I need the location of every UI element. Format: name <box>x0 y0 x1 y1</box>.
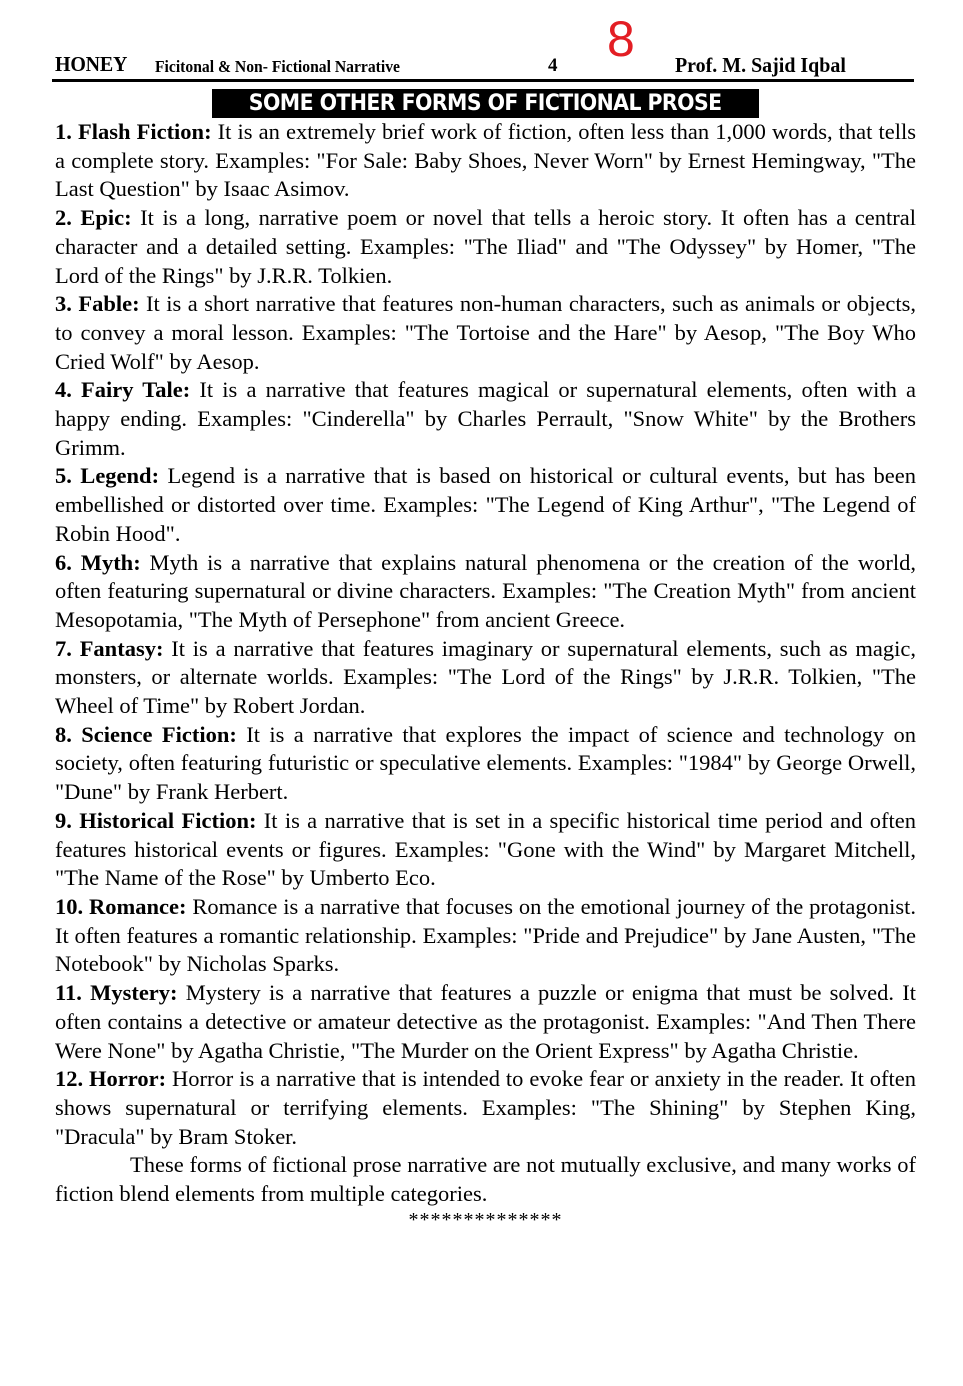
entry-term: 8. Science Fiction: <box>55 721 237 747</box>
entry-term: 4. Fairy Tale: <box>55 377 191 403</box>
entry-fairy-tale <box>55 376 916 462</box>
header-author: Prof. M. Sajid Iqbal <box>675 53 846 77</box>
entry-term: 10. Romance: <box>55 893 187 919</box>
entry-text: It is a short narrative that features non-human characters, such as animals or objects, to convey a moral lesson. Examples: "The Tortoise and the Hare" by Aesop, "The Boy Who Cried Wolf" by Aesop. <box>55 291 916 374</box>
entry-text: It is a narrative that is set in a specific historical time period and often features historical events or figures. Examples: "Gone with the Wind" by Margaret Mitchell, "The Name of the Rose" by Umberto Eco. <box>55 807 916 891</box>
section-separator: ************** <box>408 1208 563 1231</box>
entry-text: It is an extremely brief work of fiction, often less than 1,000 words, that tells a complete story. Examples: "For Sale: Baby Shoes, Never Worn" by Ernest Hemingway, "The Last Question" by Isaac Asimov. <box>55 119 916 202</box>
header-subtitle: Ficitonal & Non- Fictional Narrative <box>155 57 400 76</box>
entry-text: It is a long, narrative poem or novel that tells a heroic story. It often has a central character and a detailed setting. Examples: "The Iliad" and "The Odyssey" by Homer, "The Lord of the Rings" by J.R.R. Tolkien. <box>55 205 916 288</box>
entry-term: 6. Myth: <box>55 549 141 575</box>
entry-text: It is a narrative that features imaginary or supernatural elements, such as magic, monsters, or alternate worlds. Examples: "The Lord of the Rings" by J.R.R. Tolkien, "The Wheel of Time" by Robert Jordan. <box>55 635 916 719</box>
entry-term: 11. Mystery: <box>55 980 178 1006</box>
entry-myth <box>55 549 916 635</box>
entry-flash-fiction <box>55 118 916 204</box>
section-title <box>212 89 759 118</box>
entry-term: 12. Horror: <box>55 1066 167 1092</box>
header-page-number: 4 <box>548 55 558 76</box>
entry-text: Legend is a narrative that is based on historical or cultural events, but has been embellished or distorted over time. Examples: "The Legend of King Arthur", "The Legend of Robin Hood". <box>55 463 916 546</box>
entry-term: 1. Flash Fiction: <box>55 119 212 144</box>
entry-epic <box>55 204 916 290</box>
entry-term: 5. Legend: <box>55 463 160 489</box>
entry-text: Romance is a narrative that focuses on the emotional journey of the protagonist. It often features a romantic relationship. Examples: "Pride and Prejudice" by Jane Austen, "The Notebook" by Nicholas Sparks. <box>55 893 916 977</box>
entry-historical-fiction <box>55 807 916 893</box>
entry-fable <box>55 290 916 376</box>
entry-legend <box>55 462 916 548</box>
header-brand: HONEY <box>55 52 128 76</box>
entry-science-fiction <box>55 721 916 807</box>
header-rule <box>52 79 914 82</box>
entry-horror <box>55 1065 916 1151</box>
entry-text: Myth is a narrative that explains natural phenomena or the creation of the world, often featuring supernatural or divine characters. Examples: "The Creation Myth" from ancient Mesopotamia, "The Myth of Persephone" from ancient Greece. <box>55 549 916 632</box>
entry-term: 2. Epic: <box>55 205 132 231</box>
entry-text: Horror is a narrative that is intended to evoke fear or anxiety in the reader. It often shows supernatural or terrifying elements. Examples: "The Shining" by Stephen King, "Dracula" by Bram Stoker. <box>55 1066 916 1149</box>
page-header <box>55 52 915 80</box>
section-title-text: SOME OTHER FORMS OF FICTIONAL PROSE <box>249 91 722 116</box>
entry-fantasy <box>55 635 916 721</box>
entry-romance <box>55 893 916 979</box>
entry-mystery <box>55 979 916 1065</box>
closing-paragraph: These forms of fictional prose narrative are not mutually exclusive, and many works of fiction blend elements from multiple categories. <box>55 1152 916 1207</box>
handwritten-page-annotation: 8 <box>607 11 635 67</box>
entry-text: It is a narrative that explores the impact of science and technology on society, often featuring futuristic or speculative elements. Examples: "1984" by George Orwell, "Dune" by Frank Herbert. <box>55 721 916 805</box>
entry-term: 9. Historical Fiction: <box>55 807 257 833</box>
entry-text: It is a narrative that features magical or supernatural elements, often with a happy ending. Examples: "Cinderella" by Charles Perrault, "Snow White" by the Brothers Grimm. <box>55 377 916 460</box>
entry-text: Mystery is a narrative that features a puzzle or enigma that must be solved. It often contains a detective or amateur detective as the protagonist. Examples: "And Then There Were None" by Agatha Christie, "The Murder on the Orient Express" by Agatha Christie. <box>55 980 916 1063</box>
document-body <box>55 118 916 1231</box>
entry-term: 3. Fable: <box>55 291 140 317</box>
entry-term: 7. Fantasy: <box>55 635 164 661</box>
